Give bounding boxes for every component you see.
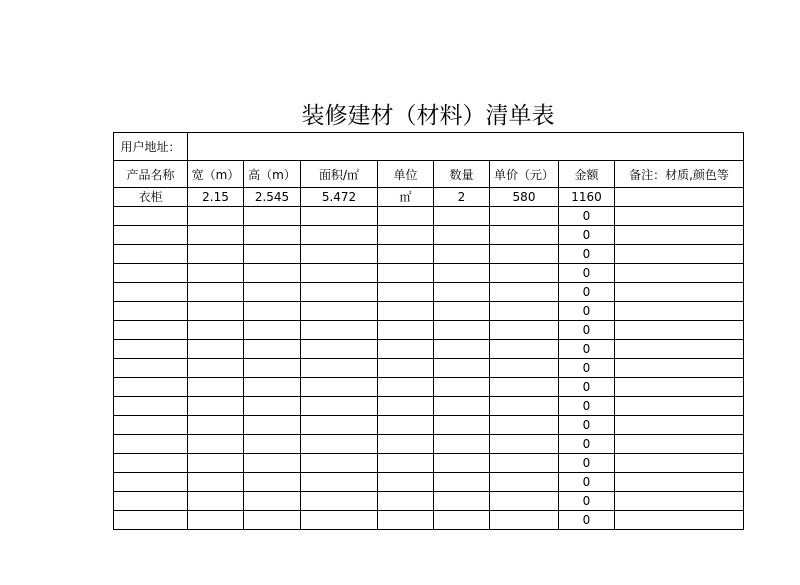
cell-quantity[interactable] <box>434 359 490 378</box>
cell-width[interactable] <box>188 321 244 340</box>
column-header-unit-price: 单价（元） <box>490 161 559 188</box>
cell-area[interactable] <box>301 302 378 321</box>
cell-width[interactable]: 2.15 <box>188 188 244 207</box>
cell-amount[interactable]: 0 <box>559 283 615 302</box>
cell-product-name[interactable]: 衣柜 <box>114 188 188 207</box>
cell-width[interactable] <box>188 416 244 435</box>
cell-unit[interactable] <box>378 397 434 416</box>
cell-amount[interactable]: 0 <box>559 245 615 264</box>
cell-quantity[interactable] <box>434 321 490 340</box>
cell-unit[interactable] <box>378 283 434 302</box>
cell-width[interactable] <box>188 340 244 359</box>
cell-unit-price[interactable] <box>490 359 559 378</box>
cell-product-name[interactable] <box>114 245 188 264</box>
cell-amount[interactable]: 0 <box>559 416 615 435</box>
cell-remarks[interactable] <box>615 397 744 416</box>
cell-unit-price[interactable] <box>490 473 559 492</box>
table-row <box>114 511 744 530</box>
cell-height[interactable] <box>244 302 301 321</box>
cell-product-name[interactable] <box>114 435 188 454</box>
cell-unit[interactable] <box>378 245 434 264</box>
cell-amount[interactable]: 0 <box>559 492 615 511</box>
cell-product-name[interactable] <box>114 378 188 397</box>
cell-remarks[interactable] <box>615 188 744 207</box>
column-header-amount: 金额 <box>559 161 615 188</box>
cell-unit[interactable] <box>378 264 434 283</box>
table-row <box>114 207 744 226</box>
cell-amount[interactable]: 0 <box>559 378 615 397</box>
cell-height[interactable] <box>244 454 301 473</box>
table-row <box>114 283 744 302</box>
cell-width[interactable] <box>188 378 244 397</box>
cell-unit[interactable] <box>378 359 434 378</box>
cell-area[interactable]: 5.472 <box>301 188 378 207</box>
cell-unit-price[interactable] <box>490 416 559 435</box>
table-row <box>114 340 744 359</box>
cell-height[interactable] <box>244 378 301 397</box>
cell-product-name[interactable] <box>114 302 188 321</box>
cell-remarks[interactable] <box>615 416 744 435</box>
cell-area[interactable] <box>301 283 378 302</box>
cell-height[interactable] <box>244 340 301 359</box>
cell-unit-price[interactable] <box>490 397 559 416</box>
cell-width[interactable] <box>188 264 244 283</box>
cell-unit[interactable] <box>378 511 434 530</box>
cell-remarks[interactable] <box>615 245 744 264</box>
cell-amount[interactable]: 0 <box>559 321 615 340</box>
cell-quantity[interactable] <box>434 511 490 530</box>
cell-amount[interactable]: 0 <box>559 397 615 416</box>
cell-area[interactable] <box>301 511 378 530</box>
cell-width[interactable] <box>188 511 244 530</box>
cell-quantity[interactable] <box>434 226 490 245</box>
cell-area[interactable] <box>301 416 378 435</box>
table-row <box>114 359 744 378</box>
column-header-height: 高（m） <box>244 161 301 188</box>
cell-unit-price[interactable] <box>490 340 559 359</box>
cell-area[interactable] <box>301 473 378 492</box>
cell-remarks[interactable] <box>615 378 744 397</box>
cell-height[interactable]: 2.545 <box>244 188 301 207</box>
cell-remarks[interactable] <box>615 283 744 302</box>
column-header-area: 面积/㎡ <box>301 161 378 188</box>
material-list-table <box>113 132 744 530</box>
cell-quantity[interactable] <box>434 245 490 264</box>
cell-quantity[interactable] <box>434 435 490 454</box>
column-header-unit: 单位 <box>378 161 434 188</box>
cell-area[interactable] <box>301 264 378 283</box>
cell-quantity[interactable] <box>434 397 490 416</box>
cell-remarks[interactable] <box>615 302 744 321</box>
cell-remarks[interactable] <box>615 511 744 530</box>
table-row <box>114 492 744 511</box>
address-label: 用户地址： <box>114 133 188 161</box>
cell-width[interactable] <box>188 245 244 264</box>
cell-height[interactable] <box>244 207 301 226</box>
cell-remarks[interactable] <box>615 492 744 511</box>
column-header-width: 宽（m） <box>188 161 244 188</box>
table-row <box>114 416 744 435</box>
page-title: 装修建材（材料）清单表 <box>301 103 555 129</box>
cell-unit-price[interactable] <box>490 302 559 321</box>
cell-quantity[interactable] <box>434 416 490 435</box>
cell-remarks[interactable] <box>615 321 744 340</box>
cell-product-name[interactable] <box>114 492 188 511</box>
cell-quantity[interactable] <box>434 264 490 283</box>
cell-product-name[interactable] <box>114 416 188 435</box>
cell-unit[interactable]: ㎡ <box>378 188 434 207</box>
cell-quantity[interactable] <box>434 378 490 397</box>
cell-height[interactable] <box>244 321 301 340</box>
table-row <box>114 473 744 492</box>
table-row <box>114 397 744 416</box>
cell-unit[interactable] <box>378 492 434 511</box>
cell-unit-price[interactable] <box>490 321 559 340</box>
cell-unit-price[interactable] <box>490 511 559 530</box>
cell-height[interactable] <box>244 283 301 302</box>
cell-height[interactable] <box>244 397 301 416</box>
column-header-quantity: 数量 <box>434 161 490 188</box>
cell-width[interactable] <box>188 283 244 302</box>
cell-width[interactable] <box>188 207 244 226</box>
cell-width[interactable] <box>188 454 244 473</box>
cell-amount[interactable]: 0 <box>559 454 615 473</box>
cell-area[interactable] <box>301 435 378 454</box>
cell-product-name[interactable] <box>114 454 188 473</box>
table-row <box>114 264 744 283</box>
cell-unit-price[interactable] <box>490 264 559 283</box>
cell-product-name[interactable] <box>114 264 188 283</box>
cell-height[interactable] <box>244 416 301 435</box>
cell-width[interactable] <box>188 302 244 321</box>
table-row <box>114 302 744 321</box>
cell-amount[interactable]: 0 <box>559 473 615 492</box>
cell-unit-price[interactable] <box>490 492 559 511</box>
cell-quantity[interactable] <box>434 340 490 359</box>
cell-unit[interactable] <box>378 226 434 245</box>
cell-product-name[interactable] <box>114 359 188 378</box>
cell-product-name[interactable] <box>114 397 188 416</box>
cell-area[interactable] <box>301 378 378 397</box>
table-row <box>114 454 744 473</box>
cell-unit-price[interactable] <box>490 435 559 454</box>
cell-area[interactable] <box>301 359 378 378</box>
cell-amount[interactable]: 0 <box>559 511 615 530</box>
cell-amount[interactable]: 0 <box>559 435 615 454</box>
cell-quantity[interactable]: 2 <box>434 188 490 207</box>
cell-quantity[interactable] <box>434 473 490 492</box>
cell-amount[interactable]: 1160 <box>559 188 615 207</box>
cell-amount[interactable]: 0 <box>559 340 615 359</box>
cell-unit[interactable] <box>378 416 434 435</box>
cell-remarks[interactable] <box>615 226 744 245</box>
address-field[interactable] <box>188 133 744 161</box>
cell-remarks[interactable] <box>615 435 744 454</box>
table-row <box>114 321 744 340</box>
cell-amount[interactable]: 0 <box>559 302 615 321</box>
cell-remarks[interactable] <box>615 359 744 378</box>
cell-height[interactable] <box>244 245 301 264</box>
cell-area[interactable] <box>301 397 378 416</box>
cell-unit[interactable] <box>378 340 434 359</box>
cell-unit-price[interactable] <box>490 226 559 245</box>
table-row <box>114 435 744 454</box>
table-row <box>114 245 744 264</box>
cell-quantity[interactable] <box>434 283 490 302</box>
cell-height[interactable] <box>244 492 301 511</box>
cell-height[interactable] <box>244 511 301 530</box>
cell-area[interactable] <box>301 454 378 473</box>
cell-unit-price[interactable] <box>490 207 559 226</box>
cell-product-name[interactable] <box>114 207 188 226</box>
cell-height[interactable] <box>244 264 301 283</box>
cell-area[interactable] <box>301 321 378 340</box>
cell-unit-price[interactable] <box>490 454 559 473</box>
cell-remarks[interactable] <box>615 207 744 226</box>
cell-width[interactable] <box>188 492 244 511</box>
cell-quantity[interactable] <box>434 454 490 473</box>
cell-product-name[interactable] <box>114 283 188 302</box>
cell-area[interactable] <box>301 245 378 264</box>
cell-height[interactable] <box>244 473 301 492</box>
address-row <box>114 133 744 161</box>
cell-height[interactable] <box>244 359 301 378</box>
cell-unit-price[interactable] <box>490 378 559 397</box>
table-row <box>114 188 744 207</box>
cell-area[interactable] <box>301 207 378 226</box>
cell-area[interactable] <box>301 492 378 511</box>
cell-remarks[interactable] <box>615 264 744 283</box>
cell-width[interactable] <box>188 359 244 378</box>
header-row <box>114 161 744 188</box>
cell-unit[interactable] <box>378 207 434 226</box>
cell-unit-price[interactable]: 580 <box>490 188 559 207</box>
cell-width[interactable] <box>188 397 244 416</box>
cell-product-name[interactable] <box>114 321 188 340</box>
cell-quantity[interactable] <box>434 492 490 511</box>
column-header-remarks: 备注：材质,颜色等 <box>615 161 744 188</box>
cell-unit[interactable] <box>378 435 434 454</box>
cell-unit-price[interactable] <box>490 245 559 264</box>
cell-width[interactable] <box>188 435 244 454</box>
cell-height[interactable] <box>244 435 301 454</box>
cell-product-name[interactable] <box>114 511 188 530</box>
cell-amount[interactable]: 0 <box>559 359 615 378</box>
cell-unit-price[interactable] <box>490 283 559 302</box>
cell-product-name[interactable] <box>114 340 188 359</box>
cell-remarks[interactable] <box>615 340 744 359</box>
cell-amount[interactable]: 0 <box>559 207 615 226</box>
cell-unit[interactable] <box>378 454 434 473</box>
cell-quantity[interactable] <box>434 207 490 226</box>
cell-width[interactable] <box>188 226 244 245</box>
cell-product-name[interactable] <box>114 226 188 245</box>
cell-unit[interactable] <box>378 302 434 321</box>
cell-amount[interactable]: 0 <box>559 226 615 245</box>
cell-remarks[interactable] <box>615 473 744 492</box>
cell-height[interactable] <box>244 226 301 245</box>
cell-quantity[interactable] <box>434 302 490 321</box>
cell-product-name[interactable] <box>114 473 188 492</box>
cell-unit[interactable] <box>378 321 434 340</box>
cell-width[interactable] <box>188 473 244 492</box>
cell-unit[interactable] <box>378 378 434 397</box>
cell-area[interactable] <box>301 340 378 359</box>
cell-remarks[interactable] <box>615 454 744 473</box>
table-row <box>114 226 744 245</box>
cell-amount[interactable]: 0 <box>559 264 615 283</box>
cell-area[interactable] <box>301 226 378 245</box>
cell-unit[interactable] <box>378 473 434 492</box>
column-header-product-name: 产品名称 <box>114 161 188 188</box>
table-row <box>114 378 744 397</box>
